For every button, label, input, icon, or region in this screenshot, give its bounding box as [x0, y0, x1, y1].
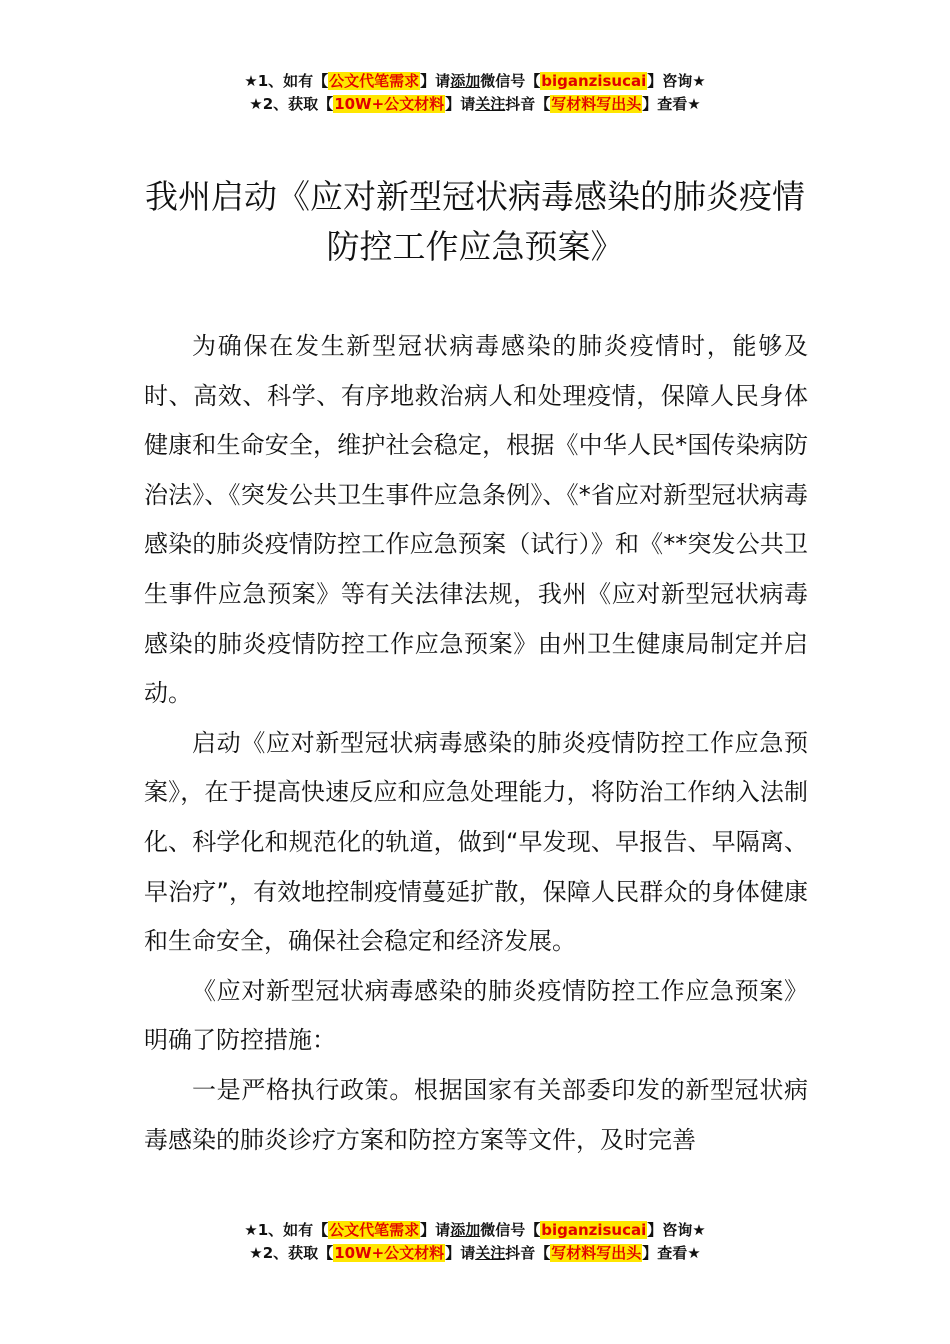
body-paragraph: 一是严格执行政策。根据国家有关部委印发的新型冠状病毒感染的肺炎诊疗方案和防控方案等文件，及时完善 [144, 1075, 808, 1154]
promo-line-2 [0, 93, 950, 116]
promo-douyin-id: 写材料写出头 [551, 95, 642, 113]
promo-underlined: 关注 [475, 1244, 506, 1262]
promo-text: 】咨询★ [647, 1221, 706, 1239]
promo-text: 抖音【 [505, 95, 551, 113]
promo-highlight: 10W+公文材料 [334, 1244, 445, 1262]
promo-douyin-id: 写材料写出头 [551, 1244, 642, 1262]
promo-text: 】查看★ [642, 1244, 701, 1262]
promo-text: 】请 [420, 72, 451, 90]
promo-highlight: 10W+公文材料 [334, 95, 445, 113]
promo-text: 微信号【 [480, 1221, 541, 1239]
promo-text: 】咨询★ [647, 72, 706, 90]
body-paragraph: 启动《应对新型冠状病毒感染的肺炎疫情防控工作应急预案》，在于提高快速反应和应急处理能力，将防治工作纳入法制化、科学化和规范化的轨道，做到“早发现、早报告、早隔离、早治疗”，有效地控制疫情蔓延扩散，保障人民群众的身体健康和生命安全，确保社会稳定和经济发展。 [144, 728, 808, 956]
promo-text: 】查看★ [642, 95, 701, 113]
body-paragraph: 《应对新型冠状病毒感染的肺炎疫情防控工作应急预案》明确了防控措施： [144, 976, 808, 1055]
promo-underlined: 添加 [450, 72, 481, 90]
promo-text: 】请 [420, 1221, 451, 1239]
promo-wechat-id: biganzisucai [541, 1221, 647, 1239]
promo-text: 抖音【 [505, 1244, 551, 1262]
promo-header [0, 70, 950, 116]
promo-line-1 [0, 1219, 950, 1242]
promo-text: ★2、获取【 [249, 95, 334, 113]
promo-text: 微信号【 [480, 72, 541, 90]
promo-underlined: 添加 [450, 1221, 481, 1239]
promo-highlight: 公文代笔需求 [329, 1221, 420, 1239]
promo-text: ★1、如有【 [244, 72, 329, 90]
promo-text: ★1、如有【 [244, 1221, 329, 1239]
promo-wechat-id: biganzisucai [541, 72, 647, 90]
promo-footer [0, 1219, 950, 1265]
promo-text: 】请 [445, 95, 476, 113]
promo-text: 】请 [445, 1244, 476, 1262]
promo-line-2 [0, 1242, 950, 1265]
document-title: 我州启动《应对新型冠状病毒感染的肺炎疫情防控工作应急预案》 [145, 177, 805, 266]
body-paragraph: 为确保在发生新型冠状病毒感染的肺炎疫情时，能够及时、高效、科学、有序地救治病人和处理疫情，保障人民身体健康和生命安全，维护社会稳定，根据《中华人民*国传染病防治法》、《突发公共卫生事件应急条例》、《*省应对新型冠状病毒感染的肺炎疫情防控工作应急预案（试行）》和《**突发公共卫生事件应急预案》等有关法律法规，我州《应对新型冠状病毒感染的肺炎疫情防控工作应急预案》由州卫生健康局制定并启动。 [144, 332, 808, 708]
promo-underlined: 关注 [475, 95, 506, 113]
promo-line-1 [0, 70, 950, 93]
promo-highlight: 公文代笔需求 [329, 72, 420, 90]
document-body [144, 322, 808, 1165]
promo-text: ★2、获取【 [249, 1244, 334, 1262]
